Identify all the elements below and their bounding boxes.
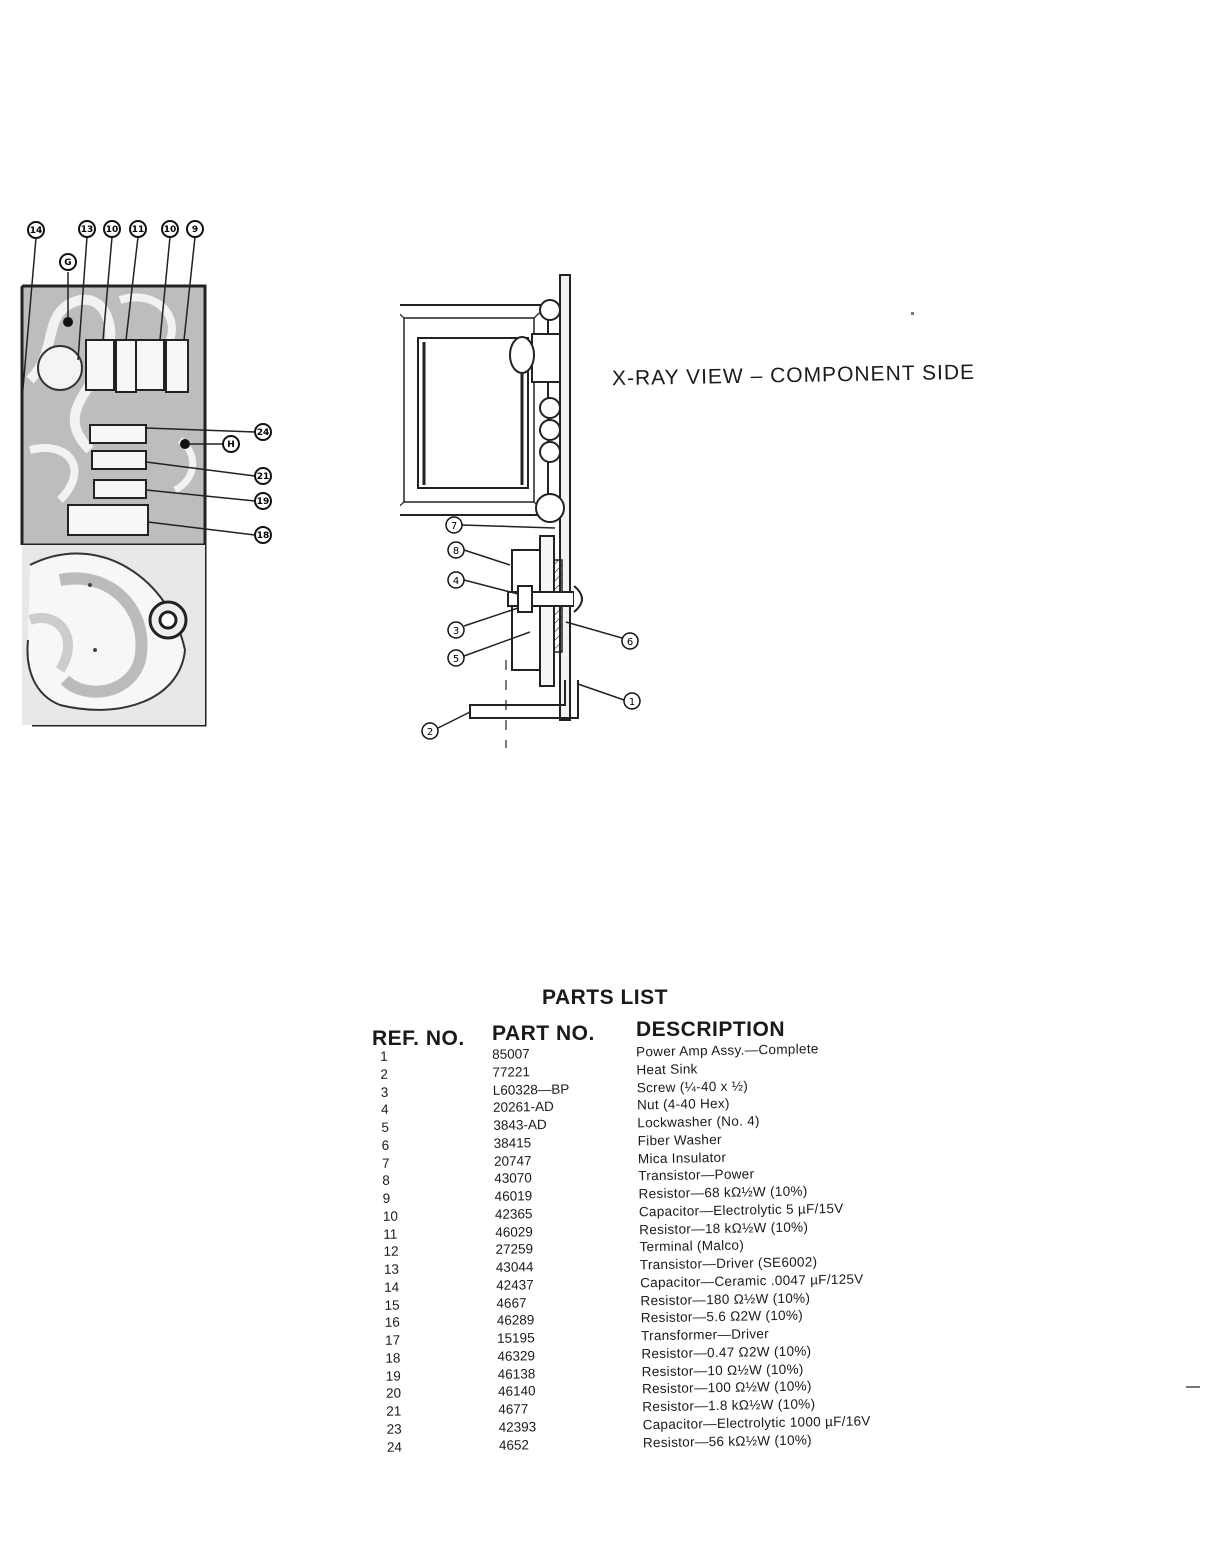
description-cell: Mica Insulator	[637, 1149, 727, 1166]
description-cell: Resistor—1.8 kΩ½W (10%)	[642, 1396, 816, 1415]
part-no-cell: 46289	[496, 1312, 535, 1329]
description-cell: Nut (4-40 Hex)	[636, 1096, 730, 1113]
callout-24: 24	[256, 428, 270, 438]
part-no-cell: 38415	[493, 1134, 532, 1151]
description-cell: Fiber Washer	[637, 1131, 722, 1149]
callout-13: 13	[80, 225, 94, 235]
description-cell: Resistor—56 kΩ½W (10%)	[642, 1431, 813, 1450]
callout-11: 11	[131, 225, 145, 235]
callout-14: 14	[29, 226, 43, 236]
part-no-cell: 46138	[497, 1365, 536, 1382]
description-cell: Transistor—Driver (SE6002)	[639, 1254, 818, 1273]
part-no-cell: 46329	[497, 1347, 536, 1364]
callout-1: 1	[628, 697, 636, 708]
ref-no-cell: 23	[386, 1421, 402, 1437]
part-no-cell: 43044	[495, 1259, 534, 1275]
description-cell: Resistor—180 Ω½W (10%)	[640, 1289, 811, 1308]
part-no-cell: 4652	[498, 1436, 530, 1453]
callout-10b: 10	[163, 225, 177, 235]
description-cell: Terminal (Malco)	[639, 1237, 745, 1255]
callout-19: 19	[256, 497, 270, 507]
ref-no-cell: 10	[382, 1208, 399, 1224]
ref-no-cell: 17	[384, 1332, 401, 1348]
ref-no-cell: 7	[381, 1155, 390, 1171]
description-cell: Heat Sink	[636, 1061, 698, 1078]
scan-speck	[1186, 1386, 1200, 1388]
callout-6: 6	[626, 637, 634, 648]
description-cell: Power Amp Assy.—Complete	[635, 1041, 819, 1060]
ref-no-cell: 20	[385, 1385, 402, 1402]
ref-no-cell: 19	[385, 1368, 401, 1384]
part-no-cell: 43070	[494, 1170, 532, 1187]
description-cell: Capacitor—Electrolytic 1000 µF/16V	[642, 1413, 871, 1433]
ref-no-cell: 11	[383, 1226, 398, 1242]
parts-list-title: PARTS LIST	[542, 986, 668, 1009]
part-no-cell: 20747	[493, 1152, 532, 1169]
callout-5: 5	[452, 654, 460, 665]
description-cell: Capacitor—Ceramic .0047 µF/125V	[640, 1271, 864, 1291]
description-cell: Resistor—100 Ω½W (10%)	[641, 1378, 812, 1397]
ref-no-cell: 6	[381, 1137, 390, 1153]
ref-no-cell: 12	[383, 1243, 399, 1260]
ref-no-cell: 5	[381, 1119, 390, 1135]
callout-2: 2	[426, 727, 434, 738]
description-cell: Capacitor—Electrolytic 5 µF/15V	[638, 1200, 844, 1220]
part-no-cell: 42393	[498, 1418, 537, 1435]
scan-speck	[911, 312, 914, 315]
part-no-cell: L60328—BP	[492, 1081, 570, 1098]
ref-no-cell: 3	[380, 1084, 389, 1100]
part-no-cell: 85007	[491, 1046, 530, 1062]
pc-board-diagram	[0, 200, 290, 740]
description-cell: Resistor—10 Ω½W (10%)	[641, 1361, 804, 1379]
part-no-cell: 42365	[494, 1205, 533, 1222]
ref-no-cell: 15	[384, 1297, 400, 1313]
callout-21: 21	[256, 472, 270, 482]
parts-list-table	[372, 1038, 939, 1456]
part-no-header: PART NO.	[492, 1022, 595, 1045]
part-no-cell: 15195	[496, 1330, 535, 1346]
description-cell: Resistor—5.6 Ω2W (10%)	[640, 1307, 804, 1326]
description-cell: Resistor—18 kΩ½W (10%)	[639, 1218, 809, 1237]
ref-no-cell: 2	[380, 1066, 389, 1082]
callout-g: G	[64, 258, 72, 268]
ref-no-cell: 1	[380, 1048, 388, 1064]
ref-no-cell: 9	[382, 1190, 391, 1206]
ref-no-cell: 8	[382, 1172, 390, 1189]
ref-no-cell: 21	[386, 1403, 402, 1419]
part-no-cell: 27259	[495, 1241, 534, 1258]
part-no-cell: 20261-AD	[492, 1099, 554, 1116]
part-no-cell: 42437	[496, 1276, 534, 1293]
ref-no-cell: 18	[385, 1350, 401, 1366]
description-cell: Screw (¼-40 x ½)	[636, 1077, 749, 1095]
part-no-cell: 4667	[496, 1294, 527, 1311]
side-view-diagram	[400, 260, 660, 760]
description-cell: Transistor—Power	[638, 1166, 755, 1184]
ref-no-cell: 14	[384, 1279, 400, 1295]
part-no-cell: 46019	[494, 1188, 533, 1204]
callout-9: 9	[191, 225, 199, 235]
description-cell: Resistor—68 kΩ½W (10%)	[638, 1183, 808, 1202]
part-no-cell: 46140	[497, 1383, 536, 1400]
ref-no-cell: 4	[380, 1101, 389, 1118]
ref-no-header: REF. NO.	[372, 1027, 465, 1050]
callout-3: 3	[452, 626, 460, 637]
callout-7: 7	[450, 521, 458, 532]
description-header: DESCRIPTION	[636, 1018, 786, 1041]
xray-view-caption: X-RAY VIEW – COMPONENT SIDE	[611, 360, 976, 391]
description-cell: Lockwasher (No. 4)	[637, 1113, 760, 1131]
part-no-cell: 3843-AD	[493, 1116, 547, 1133]
ref-no-cell: 24	[386, 1439, 403, 1455]
description-cell: Transformer—Driver	[640, 1326, 770, 1344]
ref-no-cell: 16	[384, 1314, 400, 1331]
part-no-cell: 77221	[492, 1063, 531, 1080]
ref-no-cell: 13	[383, 1261, 400, 1277]
callout-8: 8	[452, 546, 460, 557]
callout-18: 18	[256, 531, 270, 541]
part-no-cell: 46029	[495, 1223, 533, 1240]
callout-4: 4	[452, 576, 460, 587]
callout-10a: 10	[105, 225, 119, 235]
part-no-cell: 4677	[498, 1401, 529, 1417]
callout-h: H	[227, 440, 235, 450]
description-cell: Resistor—0.47 Ω2W (10%)	[641, 1343, 812, 1362]
